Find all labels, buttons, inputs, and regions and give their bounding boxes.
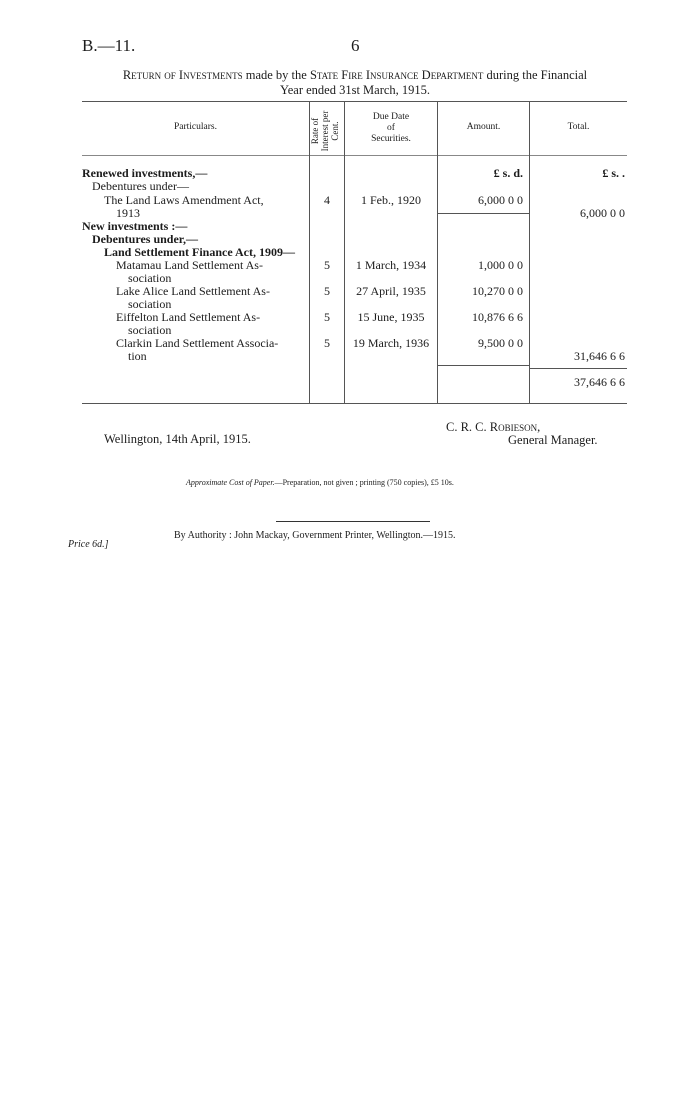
price: Price 6d.] [68, 539, 109, 550]
eiffelton-due: 15 June, 1935 [357, 310, 425, 324]
lake-alice-due: 27 April, 1935 [356, 284, 426, 298]
land-laws-total: 6,000 0 0 [580, 206, 625, 220]
clarkin-amount: 9,500 0 0 [478, 336, 523, 350]
col-header-rate [310, 108, 350, 154]
total-currency-heading: £ s. . [602, 166, 625, 180]
eiffelton-amount: 10,876 6 6 [472, 310, 523, 324]
col-header-total: Total. [567, 122, 590, 132]
land-laws-due: 1 Feb., 1920 [361, 193, 421, 207]
title-line-2: Year ended 31st March, 1915. [279, 83, 431, 97]
new-investments-heading: New investments :— [82, 219, 188, 233]
eiffelton-rate: 5 [324, 310, 330, 324]
renewed-heading: Renewed investments,— [82, 166, 208, 180]
title-part-1: Return of Investments [122, 68, 243, 82]
title-part-3: State Fire Insurance Department [309, 68, 484, 82]
col-header-rate-text: Rate of Interest per Cent. [310, 110, 340, 152]
document-reference: B.—11. [82, 36, 136, 55]
col-divider-3 [437, 101, 438, 403]
land-laws-line-1: The Land Laws Amendment Act, [104, 193, 264, 207]
clarkin-line-1: Clarkin Land Settlement Associa- [116, 336, 279, 350]
debentures-under-label: Debentures under— [92, 179, 189, 193]
land-laws-rate: 4 [324, 193, 330, 207]
table-bottom-rule [82, 403, 627, 404]
new-investments-total: 31,646 6 6 [574, 349, 625, 363]
lake-alice-line-1: Lake Alice Land Settlement As- [116, 284, 270, 298]
lsfa-label: Land Settlement Finance Act, 1909— [104, 245, 295, 259]
document-title [82, 68, 628, 98]
signatory-name: C. R. C. Robieson, [446, 420, 541, 434]
land-laws-amount-rule [438, 213, 529, 214]
new-amount-rule [438, 365, 529, 366]
place-date: Wellington, 14th April, 1915. [104, 432, 251, 446]
cost-note-label: Approximate Cost of Paper. [186, 478, 275, 487]
col-header-due-3: Securities. [371, 134, 411, 144]
matamau-due: 1 March, 1934 [355, 258, 427, 272]
title-part-4: during the Financial [483, 68, 588, 82]
clarkin-line-2: tion [128, 349, 147, 363]
debentures-under-label-2: Debentures under,— [92, 232, 199, 246]
amount-currency-heading: £ s. d. [493, 166, 523, 180]
eiffelton-line-2: sociation [128, 323, 172, 337]
land-laws-amount: 6,000 0 0 [478, 193, 523, 207]
lake-alice-rate: 5 [324, 284, 330, 298]
grand-total-rule [530, 368, 627, 369]
matamau-line-2: sociation [128, 271, 172, 285]
signatory-role: General Manager. [508, 433, 598, 447]
col-header-due-1: Due Date [372, 112, 410, 122]
title-part-2: made by the [242, 68, 310, 82]
matamau-amount: 1,000 0 0 [478, 258, 523, 272]
clarkin-rate: 5 [324, 336, 330, 350]
lake-alice-line-2: sociation [128, 297, 172, 311]
cost-note [186, 478, 454, 487]
land-laws-line-2: 1913 [116, 206, 140, 220]
authority-imprint: By Authority : John Mackay, Government Printer, Wellington.—1915. [174, 530, 456, 541]
clarkin-due: 19 March, 1936 [352, 336, 430, 350]
matamau-line-1: Matamau Land Settlement As- [116, 258, 263, 272]
col-header-amount: Amount. [466, 122, 501, 132]
matamau-rate: 5 [324, 258, 330, 272]
lake-alice-amount: 10,270 0 0 [472, 284, 523, 298]
eiffelton-line-1: Eiffelton Land Settlement As- [116, 310, 261, 324]
page-number: 6 [351, 36, 360, 55]
imprint-rule [276, 521, 430, 522]
col-header-particulars: Particulars. [173, 122, 217, 132]
grand-total: 37,646 6 6 [574, 375, 625, 389]
cost-note-text: —Preparation, not given ; printing (750 copies), £5 10s. [274, 478, 454, 487]
col-header-due-2: of [387, 123, 395, 133]
table-top-rule [82, 101, 627, 102]
header-bottom-rule [82, 155, 627, 156]
